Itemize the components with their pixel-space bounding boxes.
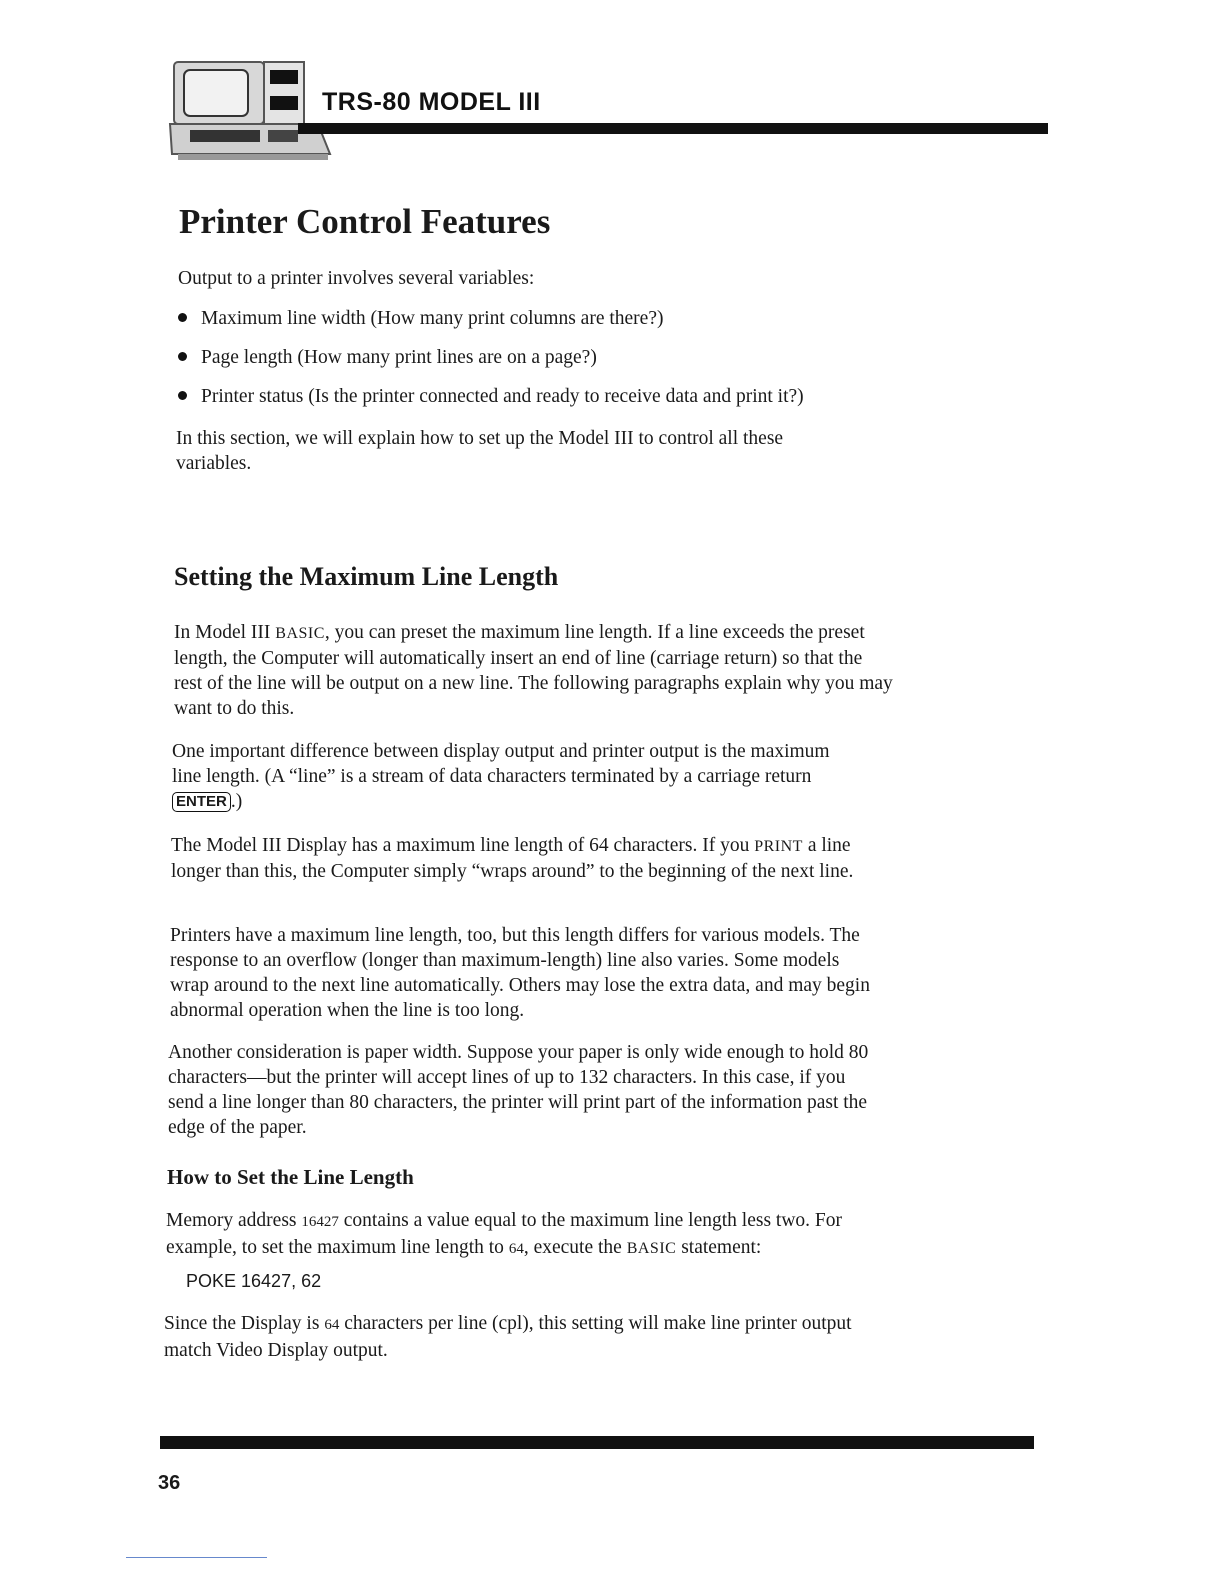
paragraph-line-length-intro: In Model III BASIC, you can preset the maximum line length. If a line exceeds the preset length, the Computer will automatically insert an end of line (carriage return) so that the rest of the line will be output on a new line. The following paragraphs explain why you may want to do this. xyxy=(174,622,893,719)
bullet-icon xyxy=(178,313,187,322)
section-title: Printer Control Features xyxy=(179,202,551,241)
bottom-divider xyxy=(126,1557,267,1558)
page-number: 36 xyxy=(158,1472,181,1494)
list-item: Maximum line width (How many print columns are there?) xyxy=(178,306,804,331)
trs80-computer-logo xyxy=(168,58,333,168)
paragraph-display-match: Since the Display is 64 characters per line (cpl), this setting will make line printer output match Video Display output. xyxy=(164,1313,852,1361)
howto-title: How to Set the Line Length xyxy=(167,1165,414,1189)
enter-key-icon: ENTER xyxy=(172,792,231,812)
paragraph-printer-width: Printers have a maximum line length, too, but this length differs for various models. The response to an overflow (longer than maximum-length) line also varies. Some models wrap around to the next line automatically. Others may lose the extra data, and may begin abnormal operation when the line is too long. xyxy=(170,925,870,1021)
paragraph-display-vs-printer: One important difference between display output and printer output is the maximum line length. (A “line” is a stream of data characters terminated by a carriage return ENTER .) xyxy=(172,741,830,812)
paragraph-paper-width: Another consideration is paper width. Suppose your paper is only wide enough to hold 80 characters—but the printer will accept lines of up to 132 characters. In this case, if you send a line longer than 80 characters, the printer will print part of the information past the edge of the paper. xyxy=(168,1042,869,1138)
list-item: Printer status (Is the printer connected and ready to receive data and print it?) xyxy=(178,384,804,409)
variables-list xyxy=(178,306,804,423)
intro-lead: Output to a printer involves several variables: xyxy=(178,268,535,289)
paragraph-memory-address: Memory address 16427 contains a value equal to the maximum line length less two. For example, to set the maximum line length to 64, execute the BASIC statement: xyxy=(166,1210,842,1258)
code-statement: POKE 16427, 62 xyxy=(186,1271,322,1291)
header-title: TRS-80 MODEL III xyxy=(322,88,541,116)
list-item: Page length (How many print lines are on a page?) xyxy=(178,345,804,370)
paragraph-display-width: The Model III Display has a maximum line length of 64 characters. If you PRINT a line longer than this, the Computer simply “wraps around” to the beginning of the next line. xyxy=(171,835,854,882)
intro-closing: In this section, we will explain how to set up the Model III to control all these variables. xyxy=(176,428,784,474)
bullet-icon xyxy=(178,391,187,400)
header-rule xyxy=(298,123,1048,134)
subsection-title: Setting the Maximum Line Length xyxy=(174,562,559,591)
bullet-icon xyxy=(178,352,187,361)
footer-rule xyxy=(160,1436,1034,1449)
